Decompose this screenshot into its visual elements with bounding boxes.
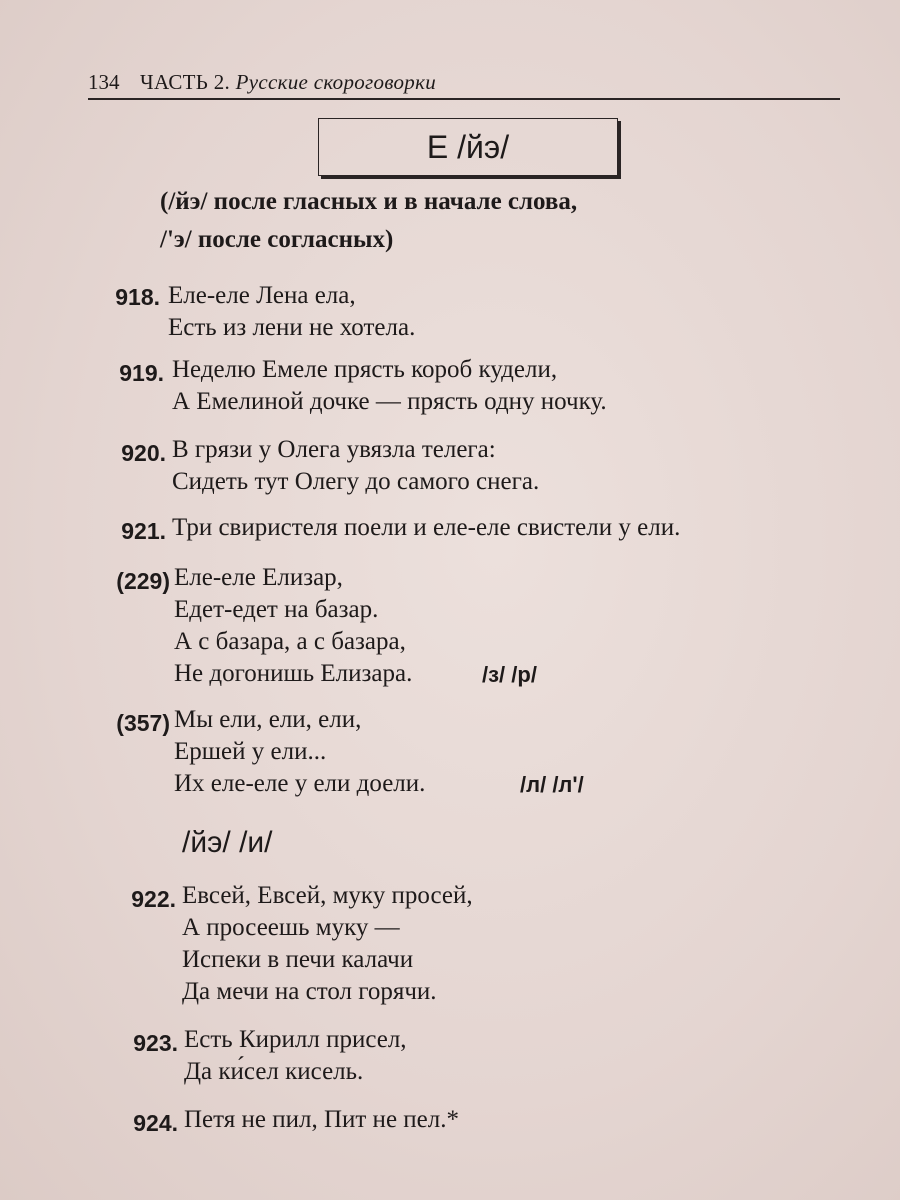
entry-number: 920. bbox=[121, 440, 166, 466]
entry-line: Да мечи на стол горячи. bbox=[182, 978, 437, 1005]
entry-number: 922. bbox=[131, 886, 176, 912]
entry-line: Петя не пил, Пит не пел.* bbox=[184, 1106, 459, 1133]
entry-line: Есть из лени не хотела. bbox=[168, 314, 416, 341]
entry-line: Не догонишь Елизара. bbox=[174, 660, 413, 687]
entry-line: Еле-еле Лена ела, bbox=[168, 282, 356, 309]
entry-line: Испеки в печи калачи bbox=[182, 946, 414, 973]
entry-number: 918. bbox=[115, 284, 160, 310]
entry-line: Их еле-еле у ели доели. bbox=[174, 770, 426, 797]
entry-number: (357) bbox=[116, 710, 170, 736]
note-line-1: (/йэ/ после гласных и в начале слова, bbox=[160, 188, 578, 215]
page-number: 134 bbox=[88, 70, 120, 94]
section-title: Е /йэ/ bbox=[318, 118, 618, 176]
entry-line: А просеешь муку — bbox=[182, 914, 400, 941]
part-title: Русские скороговорки bbox=[235, 70, 437, 94]
entry-line: Неделю Емеле прясть короб кудели, bbox=[172, 356, 558, 383]
entry-line: Ершей у ели... bbox=[174, 738, 327, 765]
entry-number: 921. bbox=[121, 518, 166, 544]
entry-number: 924. bbox=[133, 1110, 178, 1136]
part-heading bbox=[140, 70, 436, 95]
entry-number: 919. bbox=[119, 360, 164, 386]
entry-line: Едет-едет на базар. bbox=[174, 596, 379, 623]
entry-number: (229) bbox=[116, 568, 170, 594]
entry-line: В грязи у Олега увязла телега: bbox=[172, 436, 496, 463]
entry-line: Сидеть тут Олегу до самого снега. bbox=[172, 468, 540, 495]
entry-number: 923. bbox=[133, 1030, 178, 1056]
entry-line: А Емелиной дочке — прясть одну ночку. bbox=[172, 388, 607, 415]
entry-line: Есть Кирилл присел, bbox=[184, 1026, 407, 1053]
entry-line: Три свиристеля поели и еле-еле свистели у ели. bbox=[172, 514, 681, 541]
running-header bbox=[88, 68, 840, 100]
subsection-title: /йэ/ /и/ bbox=[182, 826, 273, 859]
sound-tag: /з/ /р/ bbox=[482, 662, 537, 687]
part-label: ЧАСТЬ 2. bbox=[140, 70, 231, 94]
entry-line: Мы ели, ели, ели, bbox=[174, 706, 362, 733]
entry-line: Евсей, Евсей, муку просей, bbox=[182, 882, 473, 909]
entry-line: Еле-еле Елизар, bbox=[174, 564, 343, 591]
sound-tag: /л/ /л'/ bbox=[520, 772, 584, 797]
entry-line: Да ки́сел кисель. bbox=[184, 1058, 364, 1085]
entry-line: А с базара, а с базара, bbox=[174, 628, 406, 655]
note-line-2: /'э/ после согласных) bbox=[160, 226, 394, 253]
